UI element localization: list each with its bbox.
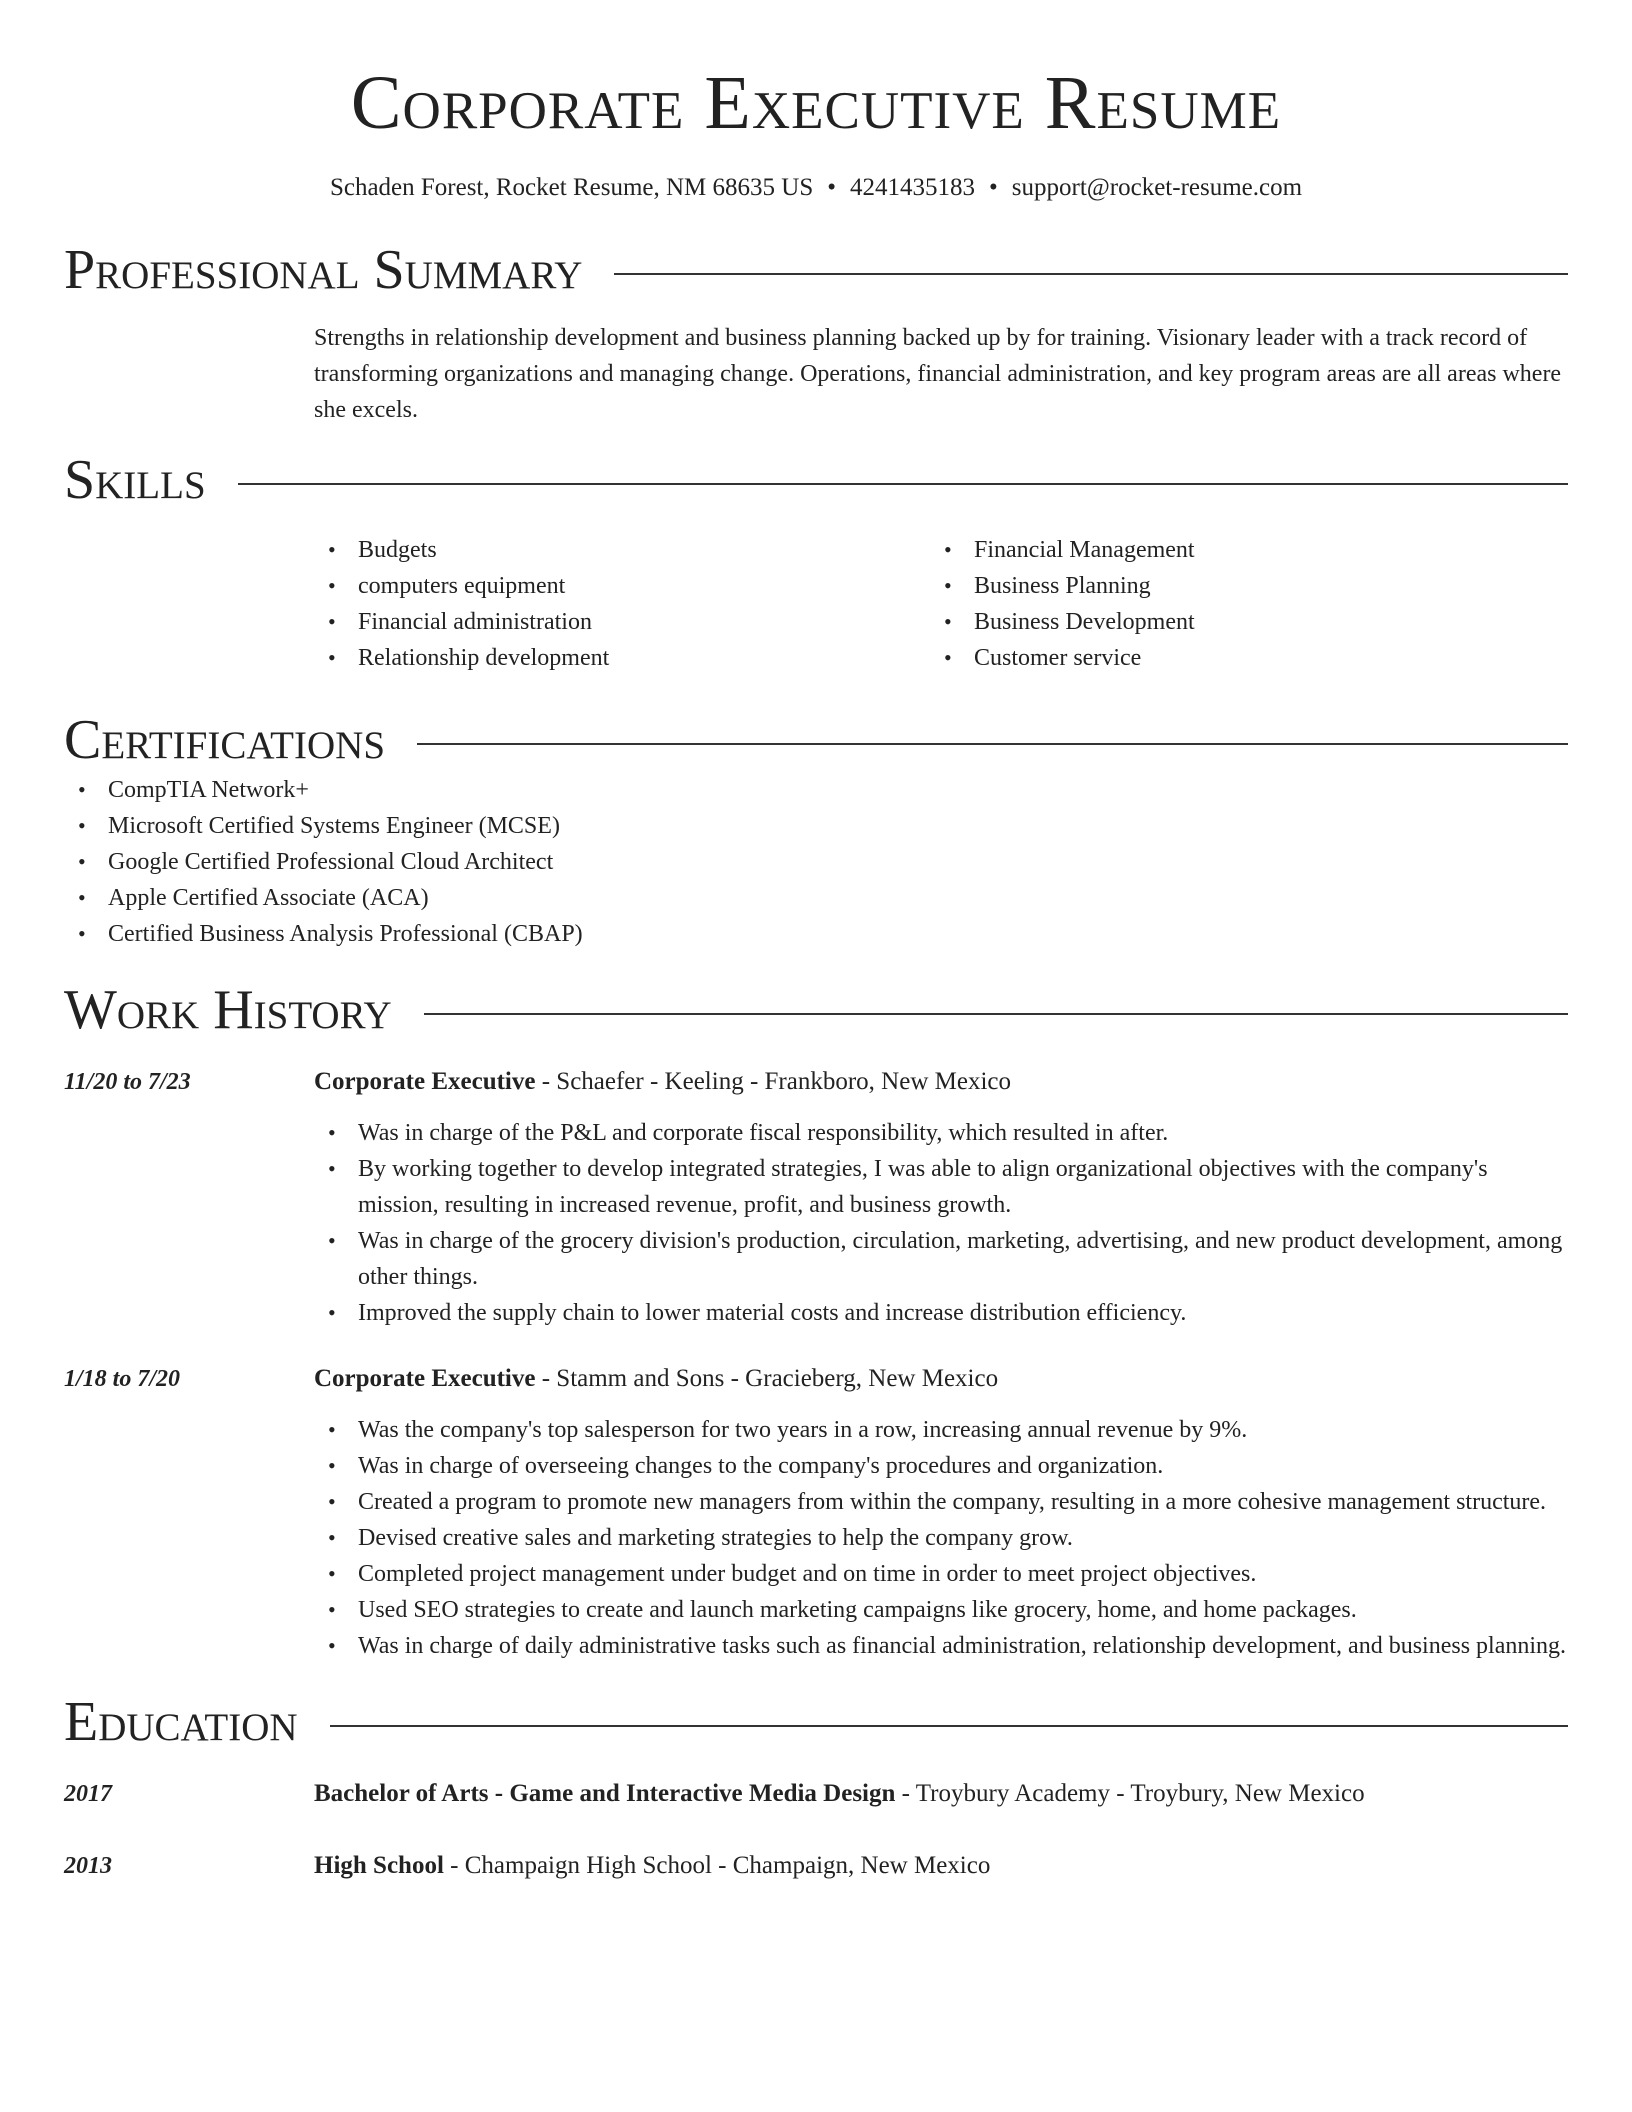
certifications-heading: Certifications [64,709,386,771]
summary-heading: Professional Summary [64,239,583,301]
skill-item: • Relationship development [314,640,930,676]
education-degree: High School [314,1852,444,1879]
job-employer-location: - Schaefer - Keeling - Frankboro, New Mexico [535,1068,1011,1095]
section-divider [614,273,1568,275]
job-entry [64,1064,1568,1331]
section-divider [238,483,1568,485]
summary-header [64,238,1568,302]
work-history-header [64,978,1568,1042]
summary-text: Strengths in relationship development and business planning backed up by for training. Visionary leader with a track record of transforming organizations and managing change. Operations, financial administration, and key program areas are all areas where she excels. [314,325,1562,423]
summary-section [64,238,1568,428]
job-entry [64,1361,1568,1664]
education-school: - Champaign High School - Champaign, New Mexico [443,1852,991,1879]
job-bullets [314,1412,1568,1664]
skills-heading: Skills [64,449,206,511]
certification-item: • Google Certified Professional Cloud Architect [64,844,1568,880]
job-heading [314,1064,1568,1100]
skill-item: • Budgets [314,532,930,568]
skills-section [64,448,1568,676]
skill-item: • Financial Management [930,532,1546,568]
education-section [64,1690,1568,1884]
job-title: Corporate Executive [314,1365,536,1392]
job-bullet: • Was in charge of the grocery division's production, circulation, marketing, advertising, and new product development, among other things. [314,1223,1568,1295]
skills-grid [314,532,1568,676]
education-entry [64,1776,1568,1812]
job-details [314,1064,1568,1331]
skill-item: • Business Planning [930,568,1546,604]
job-bullet: • Was in charge of daily administrative tasks such as financial administration, relationship development, and business planning. [314,1628,1568,1664]
resume-title: Corporate Executive Resume [350,61,1282,145]
section-divider [330,1725,1568,1727]
skills-list-left [314,532,930,676]
job-dates: 1/18 to 7/20 [64,1366,181,1392]
job-title: Corporate Executive [314,1068,536,1095]
skills-list-right [930,532,1546,676]
job-employer-location: - Stamm and Sons - Gracieberg, New Mexico [535,1365,999,1392]
education-header [64,1690,1568,1754]
section-divider [417,743,1568,745]
skills-header [64,448,1568,512]
certifications-section [64,708,1568,952]
job-bullet: • Improved the supply chain to lower material costs and increase distribution efficiency. [314,1295,1568,1331]
job-details [314,1361,1568,1664]
job-bullet: • Devised creative sales and marketing strategies to help the company grow. [314,1520,1568,1556]
skill-item: • computers equipment [314,568,930,604]
contact-line [64,174,1568,202]
skill-item: • Financial administration [314,604,930,640]
education-year: 2017 [64,1781,112,1807]
job-bullet: • Completed project management under budget and on time in order to meet project objectives. [314,1556,1568,1592]
job-dates: 11/20 to 7/23 [64,1069,191,1095]
skill-item: • Business Development [930,604,1546,640]
job-bullet: • Created a program to promote new managers from within the company, resulting in a more cohesive management structure. [314,1484,1568,1520]
work-history-heading: Work History [64,979,392,1041]
job-bullet: • By working together to develop integrated strategies, I was able to align organizational objectives with the company's mission, resulting in increased revenue, profit, and business growth. [314,1151,1568,1223]
education-details [314,1776,1568,1812]
job-heading [314,1361,1568,1397]
contact-phone: 4241435183 [850,174,975,201]
education-degree: Bachelor of Arts - Game and Interactive Media Design [314,1780,896,1807]
education-school: - Troybury Academy - Troybury, New Mexico [895,1780,1365,1807]
contact-separator: • [827,174,836,201]
contact-separator: • [989,174,998,201]
work-history-section [64,978,1568,1664]
job-bullet: • Was in charge of the P&L and corporate fiscal responsibility, which resulted in after. [314,1115,1568,1151]
job-bullet: • Was the company's top salesperson for two years in a row, increasing annual revenue by 9%. [314,1412,1568,1448]
certification-item: • Certified Business Analysis Professional (CBAP) [64,916,1568,952]
contact-email: support@rocket-resume.com [1011,174,1303,201]
education-entry [64,1848,1568,1884]
certification-item: • CompTIA Network+ [64,772,1568,808]
contact-address: Schaden Forest, Rocket Resume, NM 68635 US [329,174,814,201]
job-bullet: • Was in charge of overseeing changes to the company's procedures and organization. [314,1448,1568,1484]
education-year: 2013 [64,1853,112,1879]
certifications-list [64,772,1568,952]
job-bullets [314,1115,1568,1331]
certification-item: • Apple Certified Associate (ACA) [64,880,1568,916]
education-details [314,1848,1568,1884]
skill-item: • Customer service [930,640,1546,676]
education-heading: Education [64,1691,298,1753]
section-divider [424,1013,1568,1015]
certification-item: • Microsoft Certified Systems Engineer (MCSE) [64,808,1568,844]
job-bullet: • Used SEO strategies to create and launch marketing campaigns like grocery, home, and home packages. [314,1592,1568,1628]
certifications-header [64,708,1568,772]
